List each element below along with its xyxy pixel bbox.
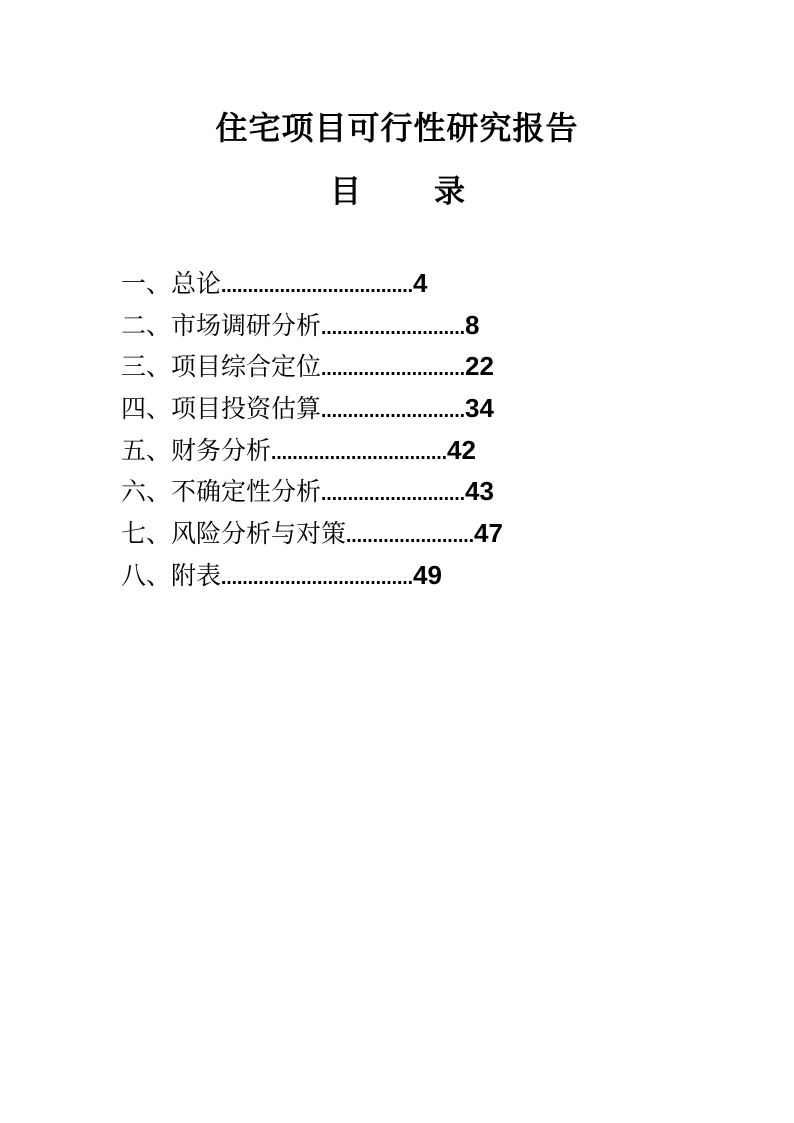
toc-entry[interactable] [121, 388, 641, 430]
toc-entry-leader: ……………………… [321, 485, 466, 505]
toc-entry-title: 财务分析 [171, 435, 272, 465]
document-title: 住宅项目可行性研究报告 [215, 109, 579, 147]
toc-entry-leader: …………………… [346, 527, 475, 547]
toc-entry-number: 六、 [121, 477, 172, 507]
toc-entry-page: 34 [465, 393, 494, 424]
toc-entry[interactable] [121, 346, 641, 388]
toc-entry-number: 七、 [121, 519, 172, 549]
toc-entry-number: 五、 [121, 435, 172, 465]
toc-entry-leader: ……………………… [321, 360, 466, 380]
toc-entry-page: 42 [447, 434, 476, 465]
toc-heading-char-1: 目 [330, 174, 361, 210]
toc-entry-page: 43 [465, 476, 494, 507]
toc-entry-title: 项目投资估算 [171, 394, 322, 424]
toc-entry-leader: ……………………………… [221, 568, 414, 588]
toc-entry-leader: ……………………………… [221, 277, 414, 296]
toc-entry-title: 风险分析与对策 [171, 519, 347, 549]
toc-entry[interactable] [121, 430, 641, 472]
toc-entry[interactable] [121, 555, 641, 597]
toc-entry-leader: …………………………… [271, 443, 448, 463]
toc-entry-page: 49 [413, 559, 442, 590]
toc-entry-leader: ……………………… [321, 402, 466, 422]
toc-heading-char-2: 录 [434, 174, 465, 210]
toc-entry-page: 47 [474, 518, 503, 549]
toc-entry-page: 22 [465, 351, 494, 382]
toc-entry[interactable] [121, 471, 641, 513]
toc-entry-leader: ……………………… [321, 318, 466, 338]
toc-entry[interactable] [121, 305, 641, 347]
toc-entry-title: 总论 [171, 269, 222, 298]
toc-entry-number: 三、 [121, 352, 172, 382]
toc-entry-title: 市场调研分析 [171, 310, 322, 340]
toc-entry-number: 二、 [121, 310, 172, 340]
toc-entry-page: 8 [465, 309, 480, 340]
toc-entry-title: 不确定性分析 [171, 477, 322, 507]
toc-entry-title: 附表 [171, 560, 222, 590]
toc-entry[interactable] [121, 263, 641, 305]
toc-entry-number: 八、 [121, 560, 172, 590]
toc-heading [330, 168, 470, 216]
toc-entry-number: 四、 [121, 394, 172, 424]
toc-entry-number: 一、 [121, 269, 172, 298]
toc-entry-title: 项目综合定位 [171, 352, 322, 382]
table-of-contents [121, 263, 641, 597]
toc-entry[interactable] [121, 513, 641, 555]
toc-entry-page: 4 [413, 268, 428, 298]
